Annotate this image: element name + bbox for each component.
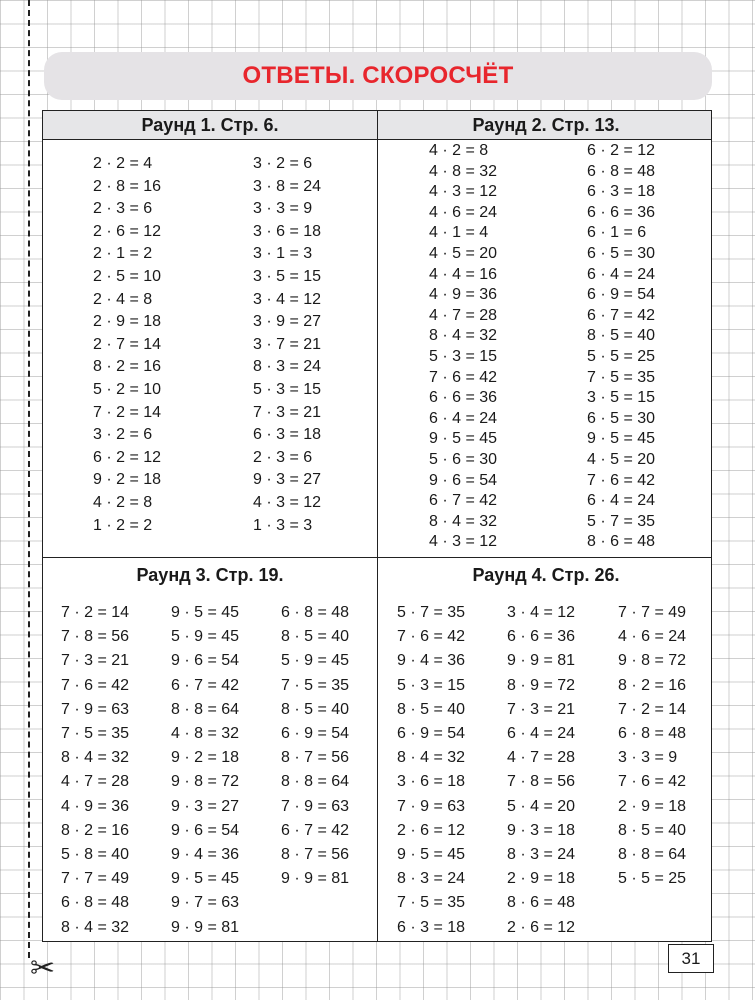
equation: 8 · 2 = 16 [61,821,130,839]
equation: 6 · 4 = 24 [429,409,498,427]
equation: 9 · 6 = 54 [171,652,240,670]
equation: 7 · 9 = 63 [281,797,350,815]
equation: 5 · 9 = 45 [281,652,350,670]
equation: 6 · 7 = 42 [429,492,498,510]
column-divider [377,111,378,941]
equation: 3 · 9 = 27 [253,313,322,331]
equation: 4 · 9 = 36 [61,797,130,815]
equation: 9 · 8 = 72 [171,773,240,791]
equation: 6 · 8 = 48 [587,162,656,180]
equation: 8 · 8 = 64 [618,846,687,864]
equation: 2 · 6 = 12 [397,821,466,839]
scissors-icon: ✂ [30,951,56,986]
equation: 8 · 4 = 32 [397,749,466,767]
equation: 8 · 7 = 56 [281,749,350,767]
equation: 9 · 3 = 18 [507,821,576,839]
equation: 7 · 9 = 63 [61,700,130,718]
equation: 7 · 6 = 42 [429,368,498,386]
equation: 6 · 3 = 18 [397,918,466,936]
equation: 3 · 5 = 15 [253,267,322,285]
equation: 8 · 5 = 40 [281,700,350,718]
equation: 7 · 6 = 42 [618,773,687,791]
equation: 1 · 3 = 3 [253,516,313,534]
equation: 9 · 2 = 18 [171,749,240,767]
equation: 5 · 5 = 25 [618,870,687,888]
equation: 8 · 8 = 64 [281,773,350,791]
equation: 9 · 5 = 45 [171,870,240,888]
equation: 5 · 7 = 35 [397,604,466,621]
equation: 9 · 5 = 45 [587,430,656,448]
equation: 2 · 9 = 18 [93,313,162,331]
equation: 2 · 9 = 18 [618,797,687,815]
equation: 5 · 3 = 15 [429,347,498,365]
cut-line [28,0,30,958]
equation: 8 · 7 = 56 [281,846,350,864]
equation: 7 · 6 = 42 [397,628,466,646]
round-4-column-1 [397,601,465,940]
equation: 7 · 8 = 56 [507,773,576,791]
equation: 4 · 3 = 12 [429,183,498,201]
equation: 6 · 5 = 30 [587,244,656,262]
equation: 4 · 2 = 8 [93,493,153,511]
equation: 2 · 4 = 8 [93,290,153,308]
equation: 4 · 5 = 20 [587,450,656,468]
equation: 2 · 5 = 10 [93,267,162,285]
round-3-heading: Раунд 3. Стр. 19. [136,565,284,585]
equation: 9 · 7 = 63 [171,894,240,912]
equation: 2 · 7 = 14 [93,335,162,353]
round-2-column-2 [587,141,655,553]
equation: 6 · 4 = 24 [587,492,656,510]
equation: 5 · 9 = 45 [171,628,240,646]
round-4-column-3 [618,601,686,891]
equation: 9 · 9 = 81 [171,918,240,936]
equation: 5 · 3 = 15 [253,380,322,398]
answers-table [42,110,712,942]
equation: 4 · 4 = 16 [429,265,498,283]
equation: 5 · 8 = 40 [61,846,130,864]
equation: 3 · 7 = 21 [253,335,322,353]
equation: 6 · 8 = 48 [618,725,687,743]
equation: 8 · 4 = 32 [61,918,130,936]
equation: 3 · 1 = 3 [253,245,313,263]
equation: 4 · 7 = 28 [429,306,498,324]
equation: 3 · 4 = 12 [253,290,322,308]
equation: 6 · 3 = 18 [587,183,656,201]
equation: 4 · 6 = 24 [429,203,498,221]
equation: 6 · 6 = 36 [587,203,656,221]
equation: 8 · 5 = 40 [281,628,350,646]
equation: 7 · 2 = 14 [618,700,687,718]
equation: 6 · 7 = 42 [171,676,240,694]
equation: 6 · 9 = 54 [587,286,656,304]
row-divider [43,557,711,558]
equation: 8 · 8 = 64 [171,700,240,718]
page-title: ОТВЕТЫ. СКОРОСЧЁТ [242,62,514,89]
title-banner [44,52,712,100]
equation: 9 · 5 = 45 [429,430,498,448]
equation: 6 · 7 = 42 [587,306,656,324]
equation: 8 · 6 = 48 [507,894,576,912]
equation: 8 · 3 = 24 [507,846,576,864]
equation: 8 · 4 = 32 [61,749,130,767]
round-3-column-2 [171,601,239,940]
equation: 4 · 8 = 32 [171,725,240,743]
equation: 7 · 7 = 49 [61,870,130,888]
equation: 4 · 8 = 32 [429,162,498,180]
equation: 8 · 3 = 24 [253,358,322,376]
equation: 6 · 1 = 6 [587,224,647,242]
equation: 6 · 7 = 42 [281,821,350,839]
equation: 6 · 5 = 30 [587,409,656,427]
round-1-column-1 [93,153,161,537]
equation: 8 · 4 = 32 [429,327,498,345]
equation: 2 · 1 = 2 [93,245,153,263]
equation: 7 · 2 = 14 [61,604,130,621]
equation: 1 · 2 = 2 [93,516,153,534]
equation: 5 · 3 = 15 [397,676,466,694]
equation: 2 · 6 = 12 [507,918,576,936]
equation: 4 · 6 = 24 [618,628,687,646]
equation: 7 · 2 = 14 [93,403,162,421]
equation: 7 · 8 = 56 [61,628,130,646]
equation: 4 · 3 = 12 [429,533,498,551]
round-2-column-1 [429,141,497,553]
equation: 7 · 3 = 21 [253,403,322,421]
equation: 6 · 9 = 54 [281,725,350,743]
equation: 4 · 9 = 36 [429,286,498,304]
equation: 4 · 3 = 12 [253,493,322,511]
page-number: 31 [668,944,714,973]
round-3-column-1 [61,601,129,940]
equation: 2 · 8 = 16 [93,177,162,195]
equation: 6 · 6 = 36 [429,389,498,407]
round-4-column-2 [507,601,575,940]
equation: 8 · 5 = 40 [587,327,656,345]
equation: 8 · 3 = 24 [397,870,466,888]
equation: 7 · 5 = 35 [61,725,130,743]
equation: 9 · 4 = 36 [171,846,240,864]
equation: 7 · 6 = 42 [61,676,130,694]
equation: 9 · 4 = 36 [397,652,466,670]
equation: 7 · 3 = 21 [507,700,576,718]
equation: 2 · 9 = 18 [507,870,576,888]
equation: 8 · 2 = 16 [618,676,687,694]
equation: 7 · 9 = 63 [397,797,466,815]
equation: 9 · 3 = 27 [253,471,322,489]
equation: 6 · 8 = 48 [281,604,350,621]
equation: 8 · 5 = 40 [397,700,466,718]
equation: 9 · 3 = 27 [171,797,240,815]
equation: 5 · 7 = 35 [587,512,656,530]
equation: 9 · 2 = 18 [93,471,162,489]
round-4-heading: Раунд 4. Стр. 26. [472,565,620,585]
equation: 8 · 2 = 16 [93,358,162,376]
equation: 8 · 6 = 48 [587,533,656,551]
equation: 2 · 2 = 4 [93,155,153,172]
equation: 6 · 8 = 48 [61,894,130,912]
equation: 3 · 2 = 6 [93,426,153,444]
equation: 4 · 7 = 28 [61,773,130,791]
equation: 5 · 6 = 30 [429,450,498,468]
equation: 4 · 2 = 8 [429,142,489,159]
equation: 9 · 6 = 54 [171,821,240,839]
round-1-heading: Раунд 1. Стр. 6. [141,115,279,135]
equation: 5 · 5 = 25 [587,347,656,365]
equation: 5 · 2 = 10 [93,380,162,398]
equation: 3 · 3 = 9 [618,749,678,767]
equation: 8 · 5 = 40 [618,821,687,839]
equation: 8 · 4 = 32 [429,512,498,530]
equation: 2 · 3 = 6 [253,448,313,466]
equation: 6 · 4 = 24 [507,725,576,743]
equation: 7 · 6 = 42 [587,471,656,489]
equation: 5 · 4 = 20 [507,797,576,815]
equation: 6 · 3 = 18 [253,426,322,444]
round-1-column-2 [253,153,321,537]
equation: 4 · 1 = 4 [429,224,489,242]
equation: 9 · 5 = 45 [171,604,240,621]
equation: 7 · 5 = 35 [397,894,466,912]
equation: 4 · 7 = 28 [507,749,576,767]
equation: 6 · 4 = 24 [587,265,656,283]
equation: 3 · 6 = 18 [253,222,322,240]
equation: 3 · 8 = 24 [253,177,322,195]
equation: 7 · 5 = 35 [587,368,656,386]
equation: 3 · 2 = 6 [253,155,313,172]
equation: 7 · 5 = 35 [281,676,350,694]
equation: 3 · 3 = 9 [253,200,313,218]
equation: 9 · 9 = 81 [281,870,350,888]
equation: 3 · 6 = 18 [397,773,466,791]
equation: 7 · 3 = 21 [61,652,130,670]
equation: 6 · 9 = 54 [397,725,466,743]
equation: 4 · 5 = 20 [429,244,498,262]
round-2-heading: Раунд 2. Стр. 13. [472,115,620,135]
equation: 7 · 7 = 49 [618,604,687,621]
equation: 6 · 6 = 36 [507,628,576,646]
equation: 9 · 9 = 81 [507,652,576,670]
equation: 8 · 9 = 72 [507,676,576,694]
equation: 6 · 2 = 12 [93,448,162,466]
equation: 9 · 5 = 45 [397,846,466,864]
equation: 3 · 5 = 15 [587,389,656,407]
equation: 2 · 6 = 12 [93,222,162,240]
equation: 2 · 3 = 6 [93,200,153,218]
equation: 3 · 4 = 12 [507,604,576,621]
equation: 9 · 8 = 72 [618,652,687,670]
equation: 6 · 2 = 12 [587,142,656,159]
equation: 9 · 6 = 54 [429,471,498,489]
round-3-column-3 [281,601,349,891]
